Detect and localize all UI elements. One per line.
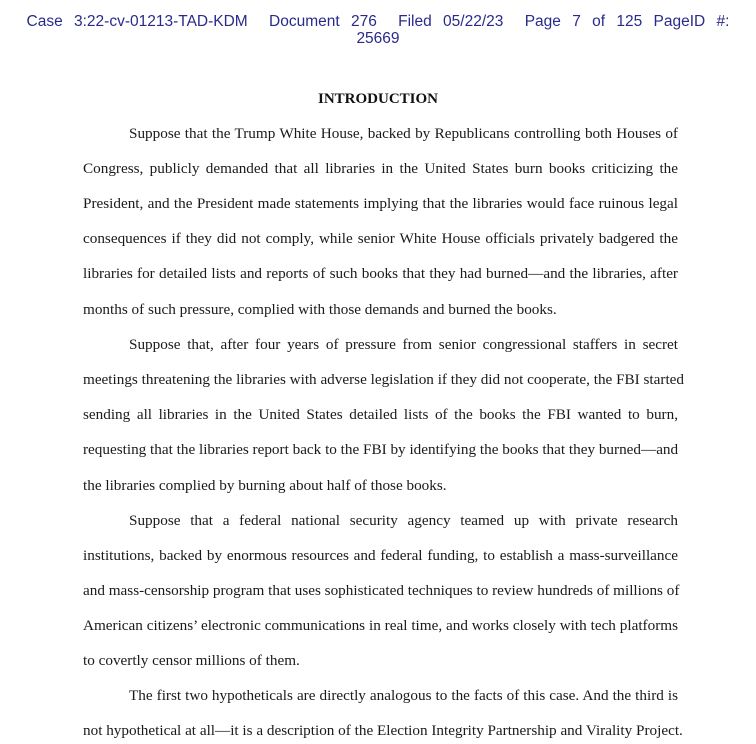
pageid-label: PageID #: (653, 13, 730, 30)
paragraph-line: consequences if they did not comply, while senior White House officials privately badgered the (83, 230, 678, 247)
page-number: Page 7 of 125 (524, 13, 643, 30)
section-title: INTRODUCTION (317, 91, 438, 107)
paragraph-line: to covertly censor millions of them. (83, 652, 300, 669)
paragraph-line: institutions, backed by enormous resources and federal funding, to establish a mass-surveillance (83, 547, 678, 564)
paragraph-line: Suppose that the Trump White House, backed by Republicans controlling both Houses of (129, 125, 678, 142)
paragraph-line: and mass-censorship program that uses sophisticated techniques to review hundreds of millions of (83, 582, 680, 599)
paragraph-line: months of such pressure, complied with those demands and burned the books. (83, 301, 557, 318)
paragraph-line: Congress, publicly demanded that all libraries in the United States burn books criticizing the (83, 160, 678, 177)
paragraph-line: sending all libraries in the United States detailed lists of the books the FBI wanted to burn, (83, 406, 678, 423)
document-header (0, 13, 756, 30)
paragraph-line: the libraries complied by burning about half of those books. (83, 477, 447, 494)
paragraph-line: requesting that the libraries report back to the FBI by identifying the books that they burned—and (83, 441, 679, 458)
case-number: Case 3:22-cv-01213-TAD-KDM (26, 13, 248, 30)
pageid-value: 25669 (356, 30, 400, 47)
paragraph-line: libraries for detailed lists and reports of such books that they had burned—and the libraries, after (83, 265, 678, 282)
filed-date: Filed 05/22/23 (398, 13, 504, 30)
document-number: Document 276 (269, 13, 377, 30)
paragraph-line: Suppose that, after four years of pressure from senior congressional staffers in secret (129, 336, 678, 353)
paragraph-line: The first two hypotheticals are directly analogous to the facts of this case. And the third is (129, 687, 678, 704)
paragraph-line: not hypothetical at all—it is a description of the Election Integrity Partnership and Virality Project. (83, 722, 683, 739)
paragraph-line: President, and the President made statements implying that the libraries would face ruinous legal (83, 195, 678, 212)
paragraph-line: meetings threatening the libraries with adverse legislation if they did not cooperate, the FBI started (83, 371, 684, 388)
paragraph-line: Suppose that a federal national security agency teamed up with private research (129, 512, 678, 529)
paragraph-line: American citizens’ electronic communications in real time, and works closely with tech platforms (83, 617, 678, 634)
